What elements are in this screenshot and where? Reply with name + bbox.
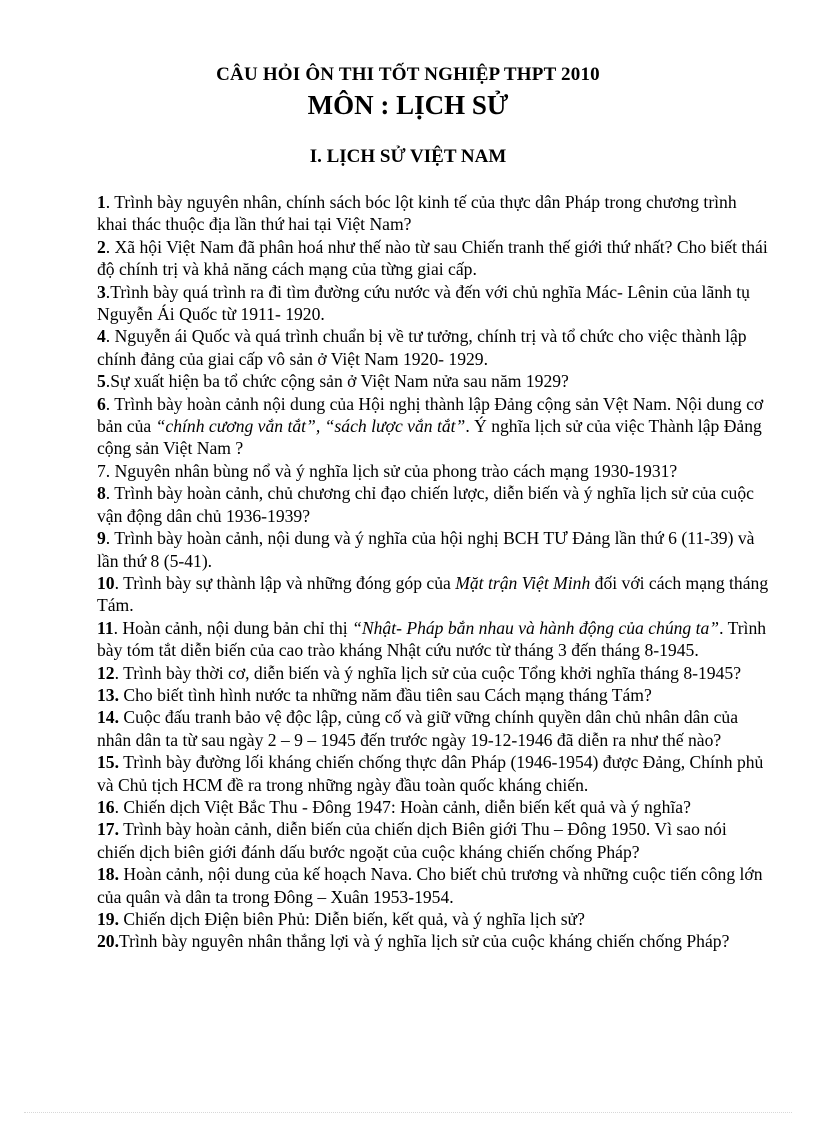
question-text: . Hoàn cảnh, nội dung bản chỉ thị — [113, 617, 353, 638]
question-text: .Sự xuất hiện ba tổ chức cộng sản ở Việt Nam nửa sau năm 1929? — [105, 371, 569, 392]
question-italic-text: “chính cương vắn tắt”, “sách lược vắn tắt” — [155, 416, 466, 437]
question-italic-text: Mặt trận Việt Minh — [455, 572, 591, 593]
document-title: CÂU HỎI ÔN THI TỐT NGHIỆP THPT 2010 — [216, 64, 600, 85]
question-item — [97, 706, 769, 751]
question-number: 5 — [97, 371, 106, 392]
question-item — [97, 662, 769, 684]
question-item — [97, 460, 769, 482]
section-heading: I. LỊCH SỬ VIỆT NAM — [309, 146, 507, 167]
question-number: 14. — [97, 707, 119, 728]
question-number: 11 — [97, 617, 114, 638]
question-number: 16 — [97, 796, 115, 817]
question-text: Trình bày hoàn cảnh, diễn biến của chiến dịch Biên giới Thu – Đông 1950. Vì sao nói chiến dịch biên giới đánh dấu bước ngoặt của cuộc kháng chiến chống Pháp? — [97, 819, 727, 862]
question-item — [97, 370, 769, 392]
question-number: 6 — [97, 393, 106, 414]
question-text: 7. Nguyên nhân bùng nổ và ý nghĩa lịch sử của phong trào cách mạng 1930-1931? — [97, 460, 678, 481]
question-text: . Trình bày tóm tắt diễn biến của cao trào kháng Nhật cứu nước từ tháng 3 đến tháng 8-1945. — [97, 617, 767, 661]
page-footer-divider — [24, 1112, 792, 1113]
question-text: Trình bày đường lối kháng chiến chống thực dân Pháp (1946-1954) được Đảng, Chính phủ và Chủ tịch HCM đề ra trong những ngày đầu toàn quốc kháng chiến. — [97, 752, 764, 795]
question-number: 1 — [97, 192, 106, 212]
question-text: . Trình bày hoàn cảnh, chủ chương chỉ đạo chiến lược, diễn biến và ý nghĩa lịch sử của cuộc vận động dân chủ 1936-1939? — [97, 483, 754, 526]
question-item — [97, 863, 769, 908]
question-text: . Xã hội Việt Nam đã phân hoá như thế nào từ sau Chiến tranh thế giới thứ nhất? Cho biết thái độ chính trị và khả năng cách mạng của từng giai cấp. — [97, 236, 768, 280]
question-item — [97, 751, 769, 796]
question-number: 9 — [97, 528, 106, 549]
question-number: 12 — [97, 662, 115, 683]
question-item — [97, 393, 769, 460]
question-list — [97, 191, 769, 953]
question-item — [97, 930, 769, 952]
question-text: . Nguyễn ái Quốc và quá trình chuẩn bị về tư tưởng, chính trị và tổ chức cho việc thành lập chính đảng của giai cấp vô sản ở Việt Nam 1920- 1929. — [97, 326, 747, 369]
question-text: Hoàn cảnh, nội dung của kế hoạch Nava. Cho biết chủ trương và những cuộc tiến công lớn của quân và dân ta trong Đông – Xuân 1953-1954. — [97, 864, 763, 907]
question-text: Chiến dịch Điện biên Phủ: Diễn biến, kết quả, và ý nghĩa lịch sử? — [119, 909, 585, 929]
question-text: . Trình bày nguyên nhân, chính sách bóc lột kinh tế của thực dân Pháp trong chương trình khai thác thuộc địa lần thứ hai tại Việt Nam? — [97, 192, 737, 235]
question-text: . Chiến dịch Việt Bắc Thu - Đông 1947: Hoàn cảnh, diễn biến kết quả và ý nghĩa? — [114, 796, 691, 817]
question-number: 15. — [97, 752, 119, 773]
question-item — [97, 527, 769, 572]
question-item — [97, 236, 769, 281]
question-item — [97, 908, 769, 930]
question-text: đối với cách mạng tháng Tám. — [97, 572, 769, 616]
question-item — [97, 796, 769, 818]
question-number: 4 — [97, 326, 106, 347]
question-item — [97, 325, 769, 370]
question-item — [97, 191, 769, 236]
question-number: 2 — [97, 236, 106, 257]
subject-title: MÔN : LỊCH SỬ — [307, 90, 509, 120]
question-number: 8 — [97, 483, 106, 504]
question-number: 13. — [97, 684, 119, 705]
question-number: 17. — [97, 819, 119, 840]
question-number: 19. — [97, 909, 119, 929]
question-italic-text: “Nhật- Pháp bắn nhau và hành động của chúng ta” — [352, 617, 720, 638]
question-item — [97, 617, 769, 662]
question-item — [97, 818, 769, 863]
question-text: . Trình bày hoàn cảnh, nội dung và ý nghĩa của hội nghị BCH TƯ Đảng lần thứ 6 (11-39) và lần thứ 8 (5-41). — [97, 528, 755, 571]
question-text: . Trình bày sự thành lập và những đóng góp của — [114, 572, 456, 593]
question-text: Cho biết tình hình nước ta những năm đầu tiên sau Cách mạng tháng Tám? — [119, 684, 652, 705]
question-item — [97, 482, 769, 527]
question-text: . Trình bày thời cơ, diễn biến và ý nghĩa lịch sử của cuộc Tổng khởi nghĩa tháng 8-1945? — [114, 662, 742, 683]
question-number: 18. — [97, 864, 119, 885]
question-text: .Trình bày quá trình ra đi tìm đường cứu nước và đến với chủ nghĩa Mác- Lênin của lãnh tụ Nguyễn Ái Quốc từ 1911- 1920. — [97, 281, 750, 325]
question-number: 10 — [97, 572, 115, 593]
question-text: . Trình bày hoàn cảnh nội dung của Hội nghị thành lập Đảng cộng sản Vệt Nam. Nội dung cơ bản của — [97, 393, 764, 437]
question-number: 3 — [97, 281, 106, 302]
question-text: Trình bày nguyên nhân thắng lợi và ý nghĩa lịch sử của cuộc kháng chiến chống Pháp? — [119, 931, 730, 952]
question-item — [97, 684, 769, 706]
question-item — [97, 281, 769, 326]
question-number: 20. — [97, 931, 119, 952]
question-item — [97, 572, 769, 617]
question-text: Cuộc đấu tranh bảo vệ độc lập, củng cố và giữ vững chính quyền dân chủ nhân dân của nhân dân ta từ sau ngày 2 – 9 – 1945 đến trước ngày 19-12-1946 đã diễn ra như thế nào? — [97, 707, 739, 750]
question-text: . Ý nghĩa lịch sử của việc Thành lập Đảng cộng sản Việt Nam ? — [97, 416, 762, 459]
